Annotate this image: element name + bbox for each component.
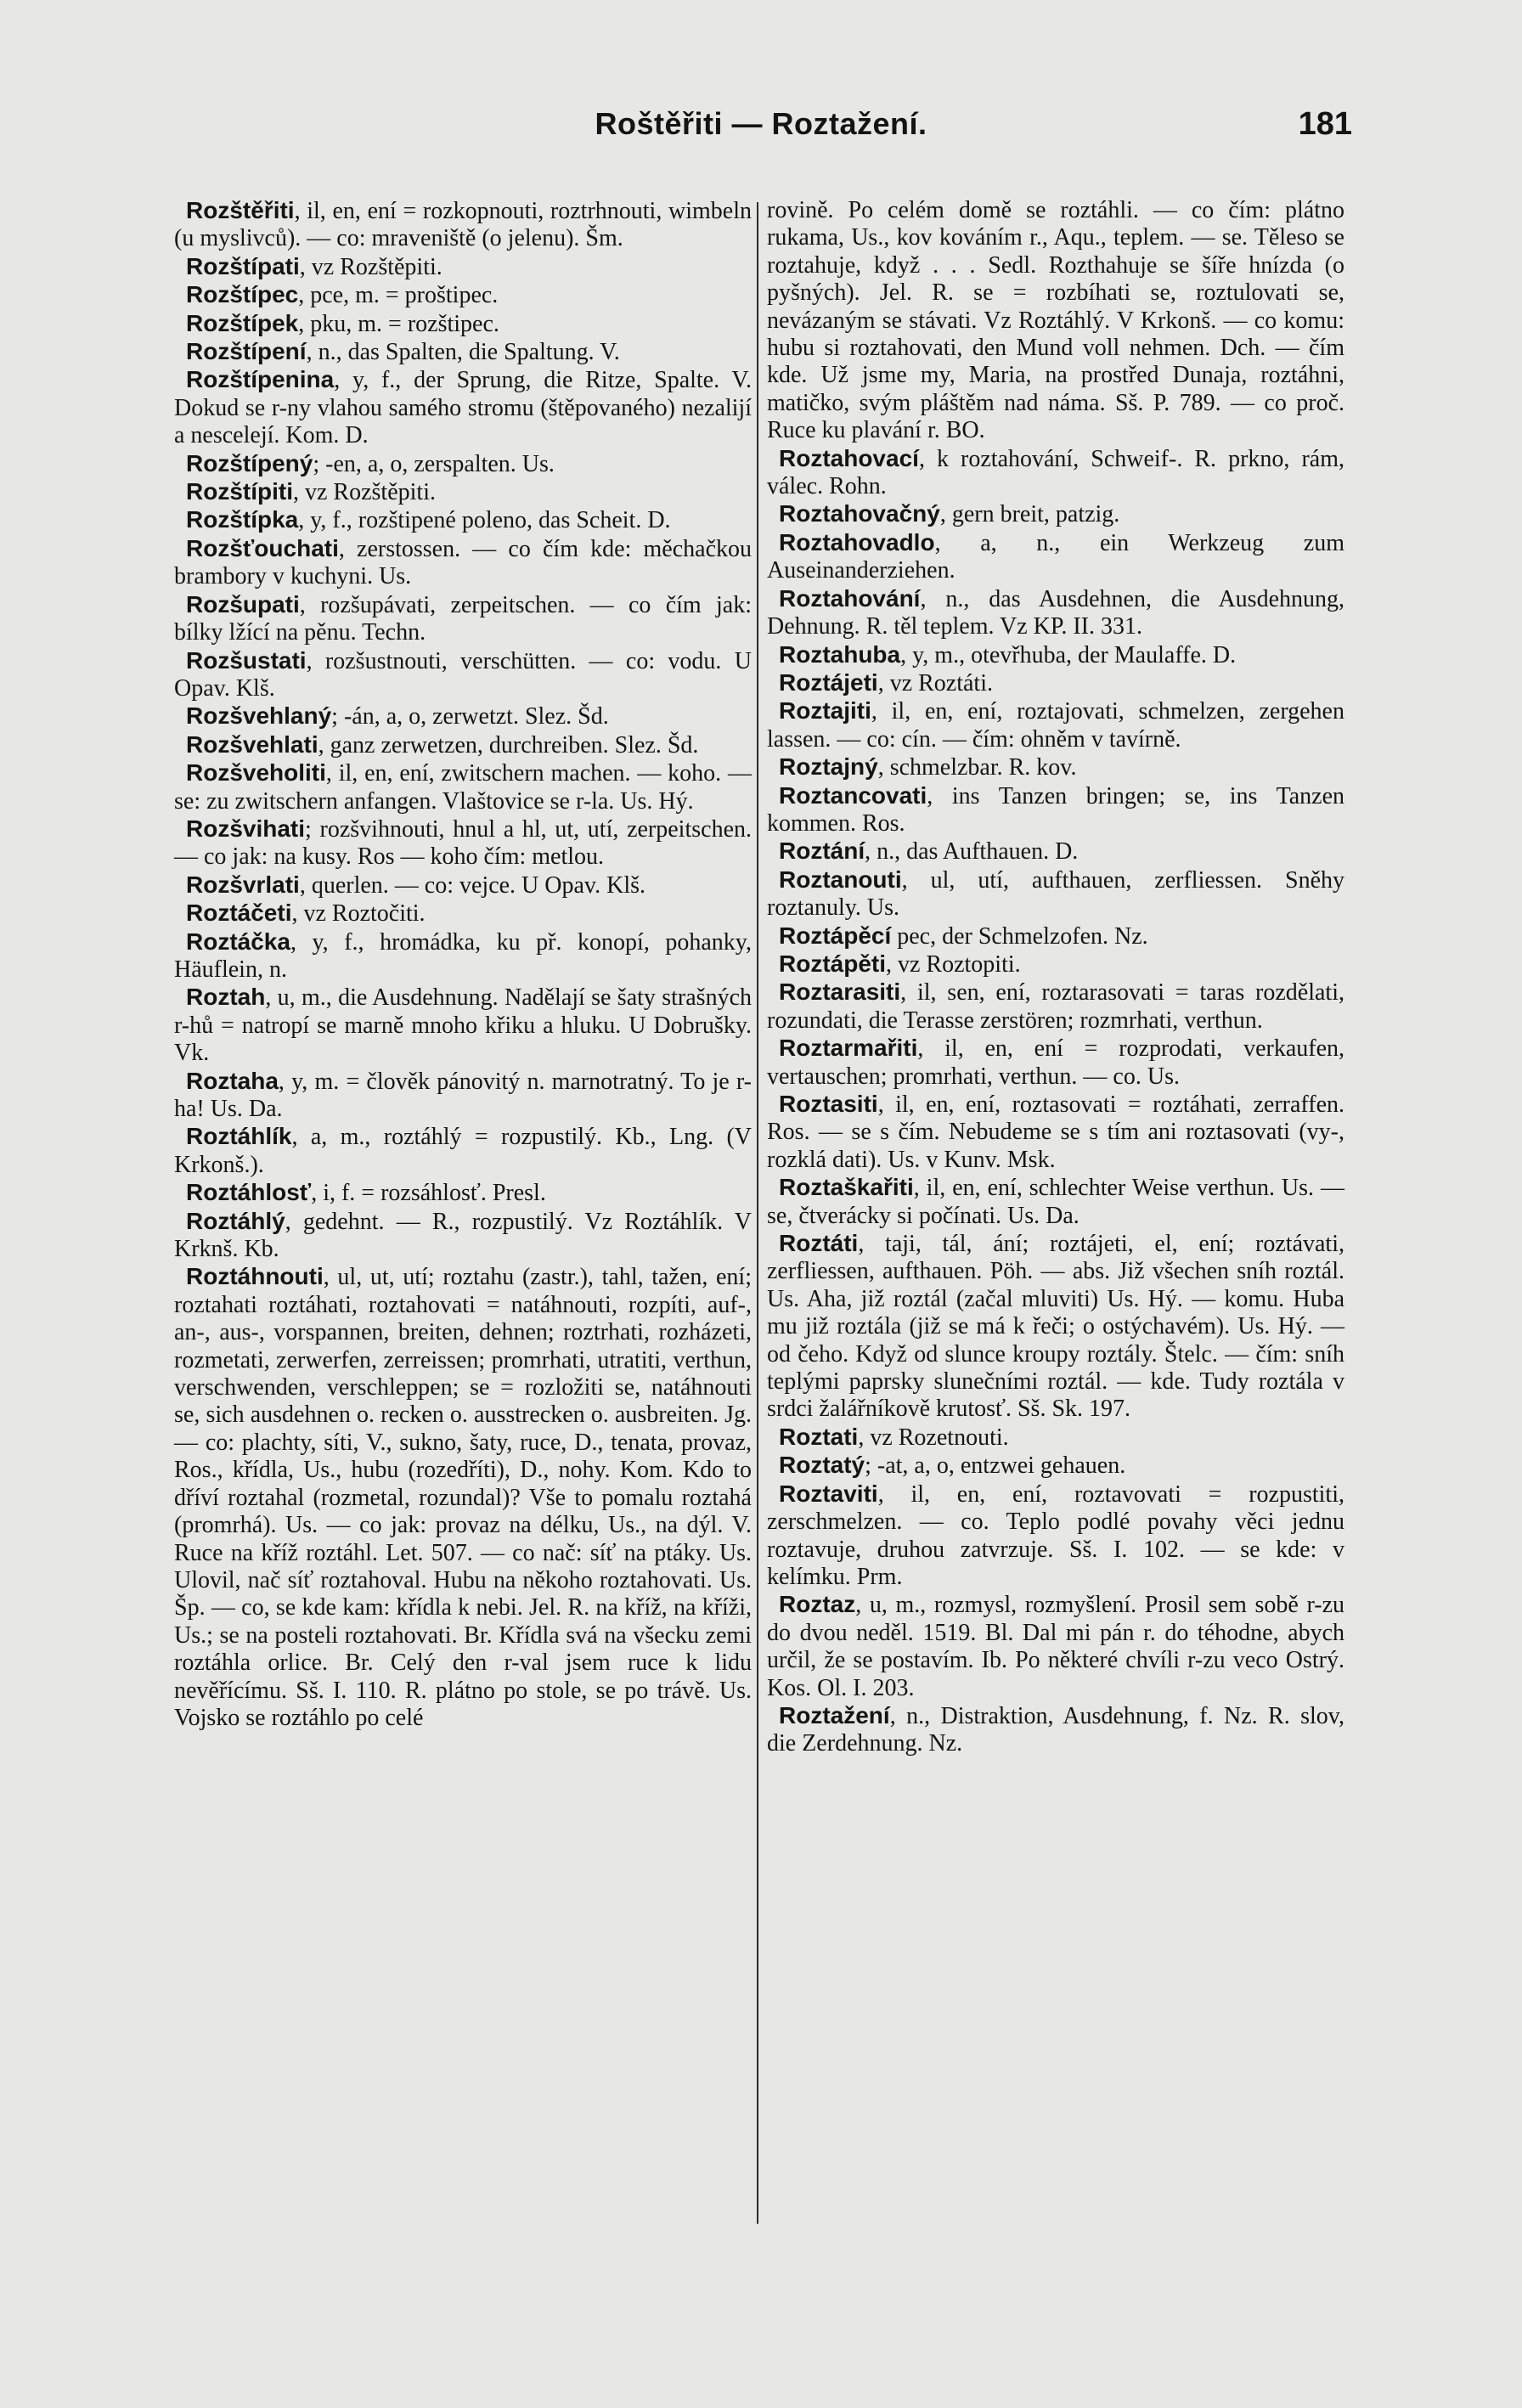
dictionary-entry bbox=[767, 585, 1344, 641]
entry-headword: Roztáhlosť bbox=[186, 1179, 312, 1206]
dictionary-entry bbox=[174, 731, 752, 759]
entry-headword: Rozštípati bbox=[186, 252, 300, 279]
entry-headword: Roztarasiti bbox=[779, 978, 901, 1006]
dictionary-entry bbox=[174, 647, 752, 703]
entry-definition: , n., das Spalten, die Spaltung. V. bbox=[306, 339, 620, 366]
entry-definition: , vz Roztočiti. bbox=[291, 900, 426, 928]
dictionary-entry bbox=[767, 500, 1344, 528]
entry-definition: , n., das Ausdehnen, die Ausdehnung, Dehnung. R. těl teplem. Vz KP. II. 331. bbox=[767, 585, 1344, 640]
running-head bbox=[0, 106, 1522, 157]
entry-definition: , a, m., roztáhlý = rozpustilý. Kb., Lng. (V Krkonš.). bbox=[174, 1124, 752, 1178]
dictionary-entry bbox=[174, 1179, 752, 1207]
dictionary-entry bbox=[767, 950, 1344, 978]
entry-definition: , pce, m. = proštipec. bbox=[298, 282, 499, 309]
dictionary-entry bbox=[174, 591, 752, 647]
entry-definition: , rozšupávati, zerpeitschen. — co čím jak: bílky lžící na pěnu. Techn. bbox=[174, 591, 752, 646]
entry-definition: , n., das Aufthauen. D. bbox=[865, 838, 1079, 866]
entry-definition: , n., Distraktion, Ausdehnung, f. Nz. R. slov, die Zerdehnung. Nz. bbox=[767, 1702, 1344, 1757]
entry-headword: Rozšvihati bbox=[186, 815, 306, 842]
entry-headword: Roztasiti bbox=[779, 1091, 878, 1117]
entry-definition: ; -en, a, o, zerspalten. Us. bbox=[313, 450, 555, 477]
entry-definition: , il, en, ení, schlechter Weise verthun. Us. — se, čtverácky si počínati. Us. Da. bbox=[767, 1175, 1344, 1229]
entry-definition: , il, en, ení = rozkopnouti, roztrhnouti, wimbeln (u myslivců). — co: mraveniště (o jelenu). Šm. bbox=[174, 198, 752, 252]
entry-definition: , y, f., rozštipené poleno, das Scheit. D. bbox=[298, 507, 671, 534]
entry-definition: ; rozšvihnouti, hnul a hl, ut, utí, zerpeitschen. — co jak: na kusy. Ros — koho čím: metlou. bbox=[174, 815, 752, 871]
entry-definition: , schmelzbar. R. kov. bbox=[877, 754, 1077, 781]
entry-definition: , ul, utí, aufthauen, zerfliessen. Sněhy roztanuly. Us. bbox=[767, 866, 1344, 922]
dictionary-entry bbox=[174, 535, 752, 591]
entry-definition: , y, f., der Sprung, die Ritze, Spalte. V. Dokud se r-ny vlahou samého stromu (štěpovaného) nezalijí a nescelejí. Kom. D. bbox=[174, 367, 752, 449]
entry-headword: Rozšťouchati bbox=[186, 534, 339, 561]
entry-definition: , vz Rozštěpiti. bbox=[299, 253, 443, 280]
entry-headword: Roztati bbox=[779, 1423, 859, 1450]
entry-headword: Roztaz bbox=[779, 1591, 856, 1618]
dictionary-entry bbox=[174, 310, 752, 338]
page-title: Roštěřiti — Roztažení. bbox=[595, 106, 927, 141]
entry-headword: Roztáhlík bbox=[186, 1123, 292, 1150]
dictionary-entry bbox=[767, 753, 1344, 781]
entry-headword: Roztahuba bbox=[779, 640, 901, 668]
entry-definition: , il, en, ení, roztasovati = roztáhati, zerraffen. Ros. — se s čím. Nebudeme se s tím ani roztasovati (vy-, rozklá dati). Us. v Kunv. Msk. bbox=[767, 1091, 1344, 1173]
dictionary-entry bbox=[174, 1208, 752, 1264]
dictionary-entry bbox=[767, 1230, 1344, 1424]
dictionary-entry bbox=[767, 1480, 1344, 1592]
entry-headword: Roztáhlý bbox=[186, 1207, 285, 1234]
dictionary-entry bbox=[767, 782, 1344, 838]
entry-definition: , querlen. — co: vejce. U Opav. Klš. bbox=[299, 871, 646, 899]
entry-headword: Rozštípenina bbox=[186, 366, 335, 393]
entry-headword: Roztaha bbox=[186, 1067, 279, 1094]
entry-headword: Rozšvrlati bbox=[186, 871, 300, 898]
entry-headword: Roztanouti bbox=[779, 866, 902, 893]
entry-definition: , gedehnt. — R., rozpustilý. Vz Roztáhlík. V Krknš. Kb. bbox=[174, 1208, 752, 1263]
left-column bbox=[174, 197, 752, 1732]
entry-headword: Rozšveholiti bbox=[186, 759, 326, 787]
dictionary-entry bbox=[767, 1035, 1344, 1091]
entry-headword: Roztáčka bbox=[186, 928, 290, 955]
entry-headword: Rozštípení bbox=[186, 338, 307, 365]
dictionary-entry bbox=[174, 366, 752, 449]
dictionary-entry bbox=[174, 928, 752, 984]
dictionary-entry bbox=[174, 281, 752, 309]
entry-headword: Roztaviti bbox=[779, 1480, 878, 1507]
entry-definition: rovině. Po celém domě se roztáhli. — co čím: plátno rukama, Us., kov kováním r., Aqu., teplem. — se. Těleso se roztahuje, když . . . Sedl. Rozthahuje se šíře hnízda (o pyšných). Jel. R. se = rozbíhati se, roztulovati se, nevázaným se stávati. Vz Roztáhlý. V Krkonš. — co komu: hubu si roztahovati, den Mund voll nehmen. Dch. — čím kde. Už jsme my, Maria, na prostřed Dunaja, roztáhni, matičko, svým pláštěm nad náma. Sš. P. 789. — co proč. Ruce ku plavání r. BO. bbox=[767, 197, 1344, 444]
dictionary-entry bbox=[174, 759, 752, 815]
entry-headword: Roztarmařiti bbox=[779, 1035, 918, 1062]
entry-definition: , taji, tál, ání; roztájeti, el, ení; roztávati, zerfliessen, aufthauen. Pöh. — abs. Již všechen sníh roztál. Us. Aha, již roztál (začal mluviti) Us. Hý. — komu. Huba mu již roztála (již se má k řeči; o ostýchavém). Us. Hý. — od čeho. Když od slunce kroupy roztály. Štelc. — čím: sníh teplými paprsky slunečními roztál. — kde. Tudy roztála v srdci žalářníkově krutosť. Sš. Sk. 197. bbox=[767, 1231, 1344, 1423]
entry-headword: Roztápěti bbox=[779, 950, 886, 977]
dictionary-entry bbox=[767, 866, 1344, 922]
dictionary-entry bbox=[767, 669, 1344, 697]
entry-definition: , k roztahování, Schweif-. R. prkno, rám, válec. Rohn. bbox=[767, 445, 1344, 500]
dictionary-entry bbox=[174, 338, 752, 366]
dictionary-entry bbox=[767, 978, 1344, 1035]
dictionary-entry bbox=[174, 899, 752, 928]
entry-definition: , vz Rozštěpiti. bbox=[293, 479, 436, 506]
entry-headword: Roztahovací bbox=[779, 444, 919, 471]
dictionary-entry bbox=[174, 815, 752, 871]
entry-headword: Rozštěřiti bbox=[186, 197, 295, 223]
entry-headword: Rozštípec bbox=[186, 281, 299, 308]
entry-definition: , rozšustnouti, verschütten. — co: vodu. U Opav. Klš. bbox=[174, 647, 752, 702]
entry-headword: Rozštípiti bbox=[186, 478, 293, 505]
dictionary-entry bbox=[767, 641, 1344, 669]
entry-headword: Roztahovadlo bbox=[779, 528, 935, 555]
entry-headword: Rozšupati bbox=[186, 590, 300, 618]
dictionary-entry bbox=[767, 922, 1344, 950]
entry-definition: , y, f., hromádka, ku př. konopí, pohanky, Häuflein, n. bbox=[174, 928, 752, 983]
entry-definition: , vz Roztáti. bbox=[877, 669, 993, 696]
dictionary-entry bbox=[767, 1174, 1344, 1230]
entry-headword: Roztancovati bbox=[779, 781, 927, 809]
entry-definition: , i, f. = rozsáhlosť. Presl. bbox=[311, 1180, 546, 1207]
column-divider bbox=[757, 202, 758, 2224]
entry-definition: , u, m., rozmysl, rozmyšlení. Prosil sem sobě r-zu do dvou neděl. 1519. Bl. Dal mi pán r. do téhodne, abych určil, že se postavím. Ib. Po některé chvíli r-zu veco Ostrý. Kos. Ol. I. 203. bbox=[767, 1592, 1344, 1701]
entry-headword: Roztatý bbox=[779, 1452, 865, 1479]
entry-definition: , u, m., die Ausdehnung. Nadělají se šaty strašných r-hů = natropí se marně mnoho křiku a hluku. U Dobrušky. Vk. bbox=[174, 984, 752, 1067]
entry-definition: , zerstossen. — co čím kde: měchačkou brambory v kuchyni. Us. bbox=[174, 535, 752, 590]
entry-definition: , vz Roztopiti. bbox=[886, 950, 1021, 978]
entry-definition: , ins Tanzen bringen; se, ins Tanzen kommen. Ros. bbox=[767, 782, 1344, 837]
entry-headword: Rozšustati bbox=[186, 646, 307, 674]
entry-definition: , vz Rozetnouti. bbox=[858, 1424, 1009, 1451]
entry-headword: Roztaškařiti bbox=[779, 1174, 914, 1201]
entry-definition: , ul, ut, utí; roztahu (zastr.), tahl, tažen, ení; roztahati roztáhati, roztahovati = natáhnouti, rozpíti, auf-, an-, aus-, vorspannen, breiten, dehnen; roztrhati, rozházeti, rozmetati, zerwerfen, zerreissen; promrhati, utratiti, verthun, verschwenden, verschleppen; se = rozložiti se, natáhnouti se, sich ausdehnen o. recken o. ausstrecken o. ausbreiten. Jg. — co: plachty, síti, V., sukno, šaty, ruce, D., tenata, provaz, Ros., křídla, Us., hubu (rozedříti), D., nohy. Kom. Kdo to dříví roztahal (rozmetal, rozundal)? Vše to pomalu roztahá (promrhá). Us. — co jak: provaz na délku, Us., na dýl. V. Ruce na kříž roztáhl. Let. 507. — co nač: síť na ptáky. Us. Ulovil, nač síť roztahoval. Hubu na někoho roztahovati. Us. Šp. — co, se kde kam: křídla k nebi. Jel. R. na kříž, na kříži, Us.; se na posteli roztahovati. Br. Křídla svá na všecku zemi roztáhla orlice. Br. Celý den r-val jsem ruce k lidu nevěřícímu. Sš. I. 110. R. plátno po stole, se po trávě. Us. Vojsko se roztáhlo po celé bbox=[174, 1264, 752, 1731]
entry-headword: Roztáhnouti bbox=[186, 1263, 324, 1290]
dictionary-entry bbox=[174, 1263, 752, 1732]
entry-headword: Rozštípený bbox=[186, 449, 313, 477]
entry-headword: Rozšvehlati bbox=[186, 730, 318, 758]
dictionary-entry bbox=[174, 1123, 752, 1179]
dictionary-entry bbox=[767, 445, 1344, 501]
entry-definition: , il, en, ení, roztavovati = rozpustiti, zerschmelzen. — co. Teplo podlé povahy věci jednu roztavuje, druhou zatvrzuje. Sš. I. 102. — se kde: v kelímku. Prm. bbox=[767, 1480, 1344, 1590]
dictionary-entry bbox=[174, 1068, 752, 1124]
dictionary-entry bbox=[767, 1702, 1344, 1758]
dictionary-entry bbox=[767, 529, 1344, 585]
dictionary-entry bbox=[174, 478, 752, 506]
entry-definition: , il, en, ení = rozprodati, verkaufen, vertauschen; promrhati, verthun. — co. Us. bbox=[767, 1035, 1344, 1090]
entry-headword: Rozštípek bbox=[186, 309, 299, 336]
entry-headword: Roztájeti bbox=[779, 668, 878, 696]
dictionary-entry bbox=[767, 1424, 1344, 1452]
entry-headword: Roztažení bbox=[779, 1701, 890, 1728]
dictionary-entry bbox=[174, 702, 752, 730]
dictionary-entry bbox=[767, 837, 1344, 866]
dictionary-entry bbox=[767, 197, 1344, 445]
right-column bbox=[767, 197, 1344, 1758]
dictionary-entry bbox=[767, 1452, 1344, 1480]
dictionary-entry bbox=[174, 984, 752, 1067]
entry-headword: Roztahovačný bbox=[779, 500, 940, 527]
dictionary-entry bbox=[767, 1591, 1344, 1702]
dictionary-entry bbox=[174, 450, 752, 478]
entry-definition: ; -án, a, o, zerwetzt. Slez. Šd. bbox=[331, 703, 609, 730]
entry-headword: Roztajiti bbox=[779, 697, 871, 725]
dictionary-entry bbox=[174, 253, 752, 281]
entry-headword: Rozštípka bbox=[186, 506, 299, 533]
entry-definition: pec, der Schmelzofen. Nz. bbox=[891, 922, 1148, 950]
entry-definition: ; -at, a, o, entzwei gehauen. bbox=[865, 1452, 1126, 1480]
entry-definition: , il, en, ení, zwitschern machen. — koho. — se: zu zwitschern anfangen. Vlaštovice se r-la. Us. Hý. bbox=[174, 760, 752, 815]
entry-definition: , il, sen, ení, roztarasovati = taras rozdělati, rozundati, die Terasse zerstören; rozmrhati, verthun. bbox=[767, 979, 1344, 1034]
entry-headword: Roztáti bbox=[779, 1230, 859, 1257]
page-number: 181 bbox=[1298, 106, 1352, 142]
dictionary-entry bbox=[767, 697, 1344, 753]
entry-definition: , ganz zerwetzen, durchreiben. Slez. Šd. bbox=[318, 731, 699, 758]
dictionary-entry bbox=[174, 506, 752, 534]
entry-definition: , gern breit, patzig. bbox=[939, 501, 1120, 528]
entry-headword: Rozšvehlaný bbox=[186, 702, 332, 730]
entry-headword: Roztahování bbox=[779, 584, 921, 612]
entry-headword: Roztápěcí bbox=[779, 922, 892, 949]
entry-headword: Roztajný bbox=[779, 753, 878, 781]
dictionary-entry bbox=[174, 197, 752, 253]
entry-definition: , pku, m. = rozštipec. bbox=[298, 310, 499, 337]
entry-definition: , y, m. = člověk pánovitý n. marnotratný. To je r-ha! Us. Da. bbox=[174, 1068, 752, 1122]
entry-headword: Roztání bbox=[779, 837, 865, 865]
entry-definition: , y, m., otevřhuba, der Maulaffe. D. bbox=[900, 641, 1237, 668]
dictionary-entry bbox=[174, 871, 752, 899]
entry-definition: , il, en, ení, roztajovati, schmelzen, zergehen lassen. — co: cín. — čím: ohněm v tavírně. bbox=[767, 698, 1344, 753]
entry-headword: Roztah bbox=[186, 984, 266, 1011]
entry-definition: , a, n., ein Werkzeug zum Auseinanderziehen. bbox=[767, 529, 1344, 584]
entry-headword: Roztáčeti bbox=[186, 899, 292, 927]
dictionary-entry bbox=[767, 1091, 1344, 1174]
